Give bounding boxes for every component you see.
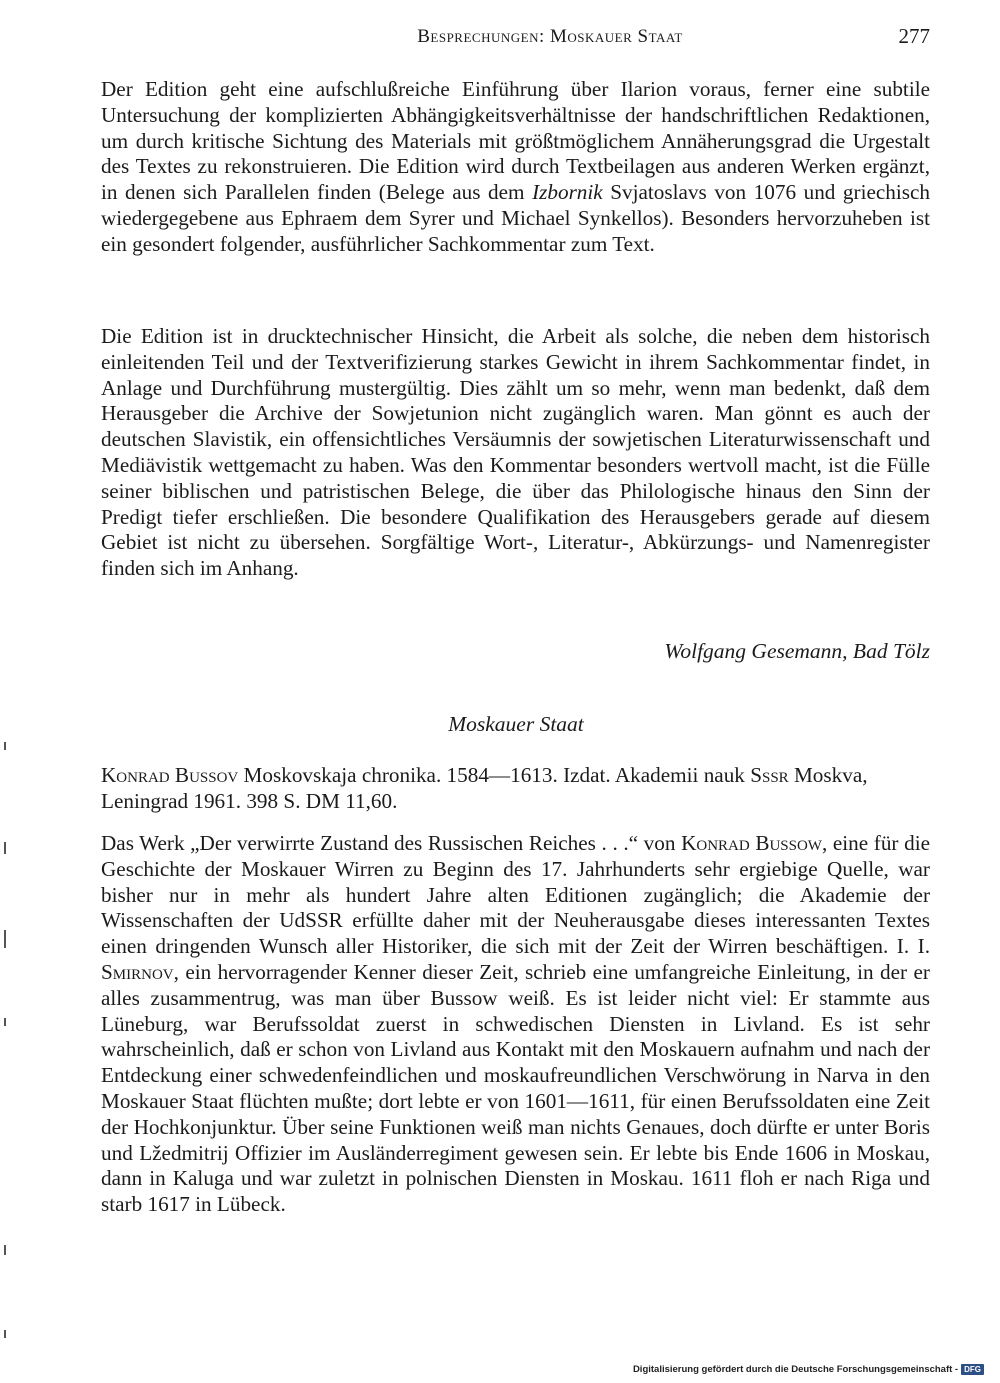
running-title: Besprechungen: Moskauer Staat [417,26,683,47]
section-title: Moskauer Staat [448,712,584,736]
text-run: Sssr [750,763,789,787]
text-run: , eine für die Geschichte der Moskauer Wirren zu Beginn des 17. Jahrhunderts sehr ergiebige Quelle, war bisher nur in mehr als hundert Jahre alten Editionen zugänglich; die Akademie der Wissenschaften der UdSSR erfüllte daher mit der Neuherausgabe dieses interessanten Textes einen dringenden Wunsch aller Historiker, die sich mit der Zeit der Wirren beschäftigen. I. I. [101,831,930,959]
reviewer-signature: Wolfgang Gesemann, Bad Tölz [664,639,930,663]
text-run: Svjatoslavs von 1076 und griechisch wiedergegebene aus Ephraem dem Syrer und Michael Synkellos). Besonders hervorzuheben ist ein gesondert folgender, ausführlicher Sachkommentar zum Text. [101,180,931,256]
margin-mark [4,1245,6,1255]
footer-credit: Digitalisierung gefördert durch die Deutsche Forschungsgemeinschaft - [632,1364,959,1375]
text-run: Das Werk „Der verwirrte Zustand des Russischen Reiches . . .“ von [101,831,682,855]
text-run: , ein hervorragender Kenner dieser Zeit, schrieb eine umfangreiche Einleitung, in der er alles zusammentrug, was man über Bussow weiß. Es ist leider nicht viel: Er stammte aus Lüneburg, war Berufssoldat zuerst in schwedischen Diensten in Livland. Es ist sehr wahrscheinlich, daß er schon von Livland aus Kontakt mit den Moskauern aufnahm und nach der Entdeckung einer schwedenfeindlichen und moskaufreundlichen Verschwörung in Narva in den Moskauer Staat flüchten mußte; dort lebte er von 1601—1611, für einen Berufssoldaten eine Zeit der Hochkonjunktur. Über seine Funktionen weiß man nichts Genaues, doch dürfte er unter Boris und Lžedmitrij Offizier im Ausländerregiment gewesen sein. Er lebte bis Ende 1606 in Moskau, dann in Kaluga und war zuletzt in polnischen Diensten in Moskau. 1611 floh er nach Riga und starb 1617 in Lübeck. [101,959,930,1217]
margin-mark [4,930,6,948]
review1-paragraph-2 [101,324,930,582]
text-run: Moskovskaja chronika. 1584—1613. Izdat. Akademii nauk [238,763,751,787]
page-number: 277 [898,24,930,48]
margin-mark [4,742,6,750]
text-run: Moskva, Leningrad 1961. 398 S. DM 11,60. [101,763,868,813]
page-header [100,24,930,54]
text-run: Der Edition geht eine aufschlußreiche Einführung über Ilarion voraus, ferner eine subtile Untersuchung der komplizierten Abhängigkeitsverhältnisse der handschriftlichen Redaktionen, um durch kritische Sichtung des Materials mit größtmöglichem Annäherungsgrad die Urgestalt des Textes zu rekonstruieren. Die Edition wird durch Textbeilagen aus anderen Werken ergänzt, in denen sich Parallelen finden (Belege aus dem [101,77,930,205]
margin-mark [4,842,6,854]
text-run: Konrad Bussov [101,763,239,787]
text-run: Konrad Bussow [681,831,822,855]
book-citation [101,763,930,815]
margin-mark [4,1018,6,1026]
dfg-logo-icon: DFG [961,1364,984,1375]
review2-body [101,831,930,1218]
text-run: Smirnov [101,959,174,984]
digitization-footer [633,1364,984,1375]
text-run: Izbornik [532,180,603,205]
review1-paragraph-1 [101,77,930,258]
text-run: Die Edition ist in drucktechnischer Hinsicht, die Arbeit als solche, die neben dem historisch einleitenden Teil und der Textverifizierung starkes Gewicht in ihrem Sachkommentar findet, in Anlage und Durchführung mustergültig. Dies zählt um so mehr, wenn man bedenkt, daß dem Herausgeber die Archive der Sowjetunion nicht zugänglich waren. Man gönnt es auch der deutschen Slavistik, ein offensichtliches Versäumnis der sowjetischen Literaturwissenschaft und Mediävistik wettgemacht zu haben. Was den Kommentar besonders wertvoll macht, ist die Fülle seiner biblischen und patristischen Belege, die über das Philologische hinaus den Sinn der Predigt tiefer erschließen. Die besondere Qualifikation des Herausgebers gerade auf diesem Gebiet ist nicht zu übersehen. Sorgfältige Wort-, Literatur-, Abkürzungs- und Namenregister finden sich im Anhang. [101,324,930,581]
margin-mark [4,1330,6,1338]
